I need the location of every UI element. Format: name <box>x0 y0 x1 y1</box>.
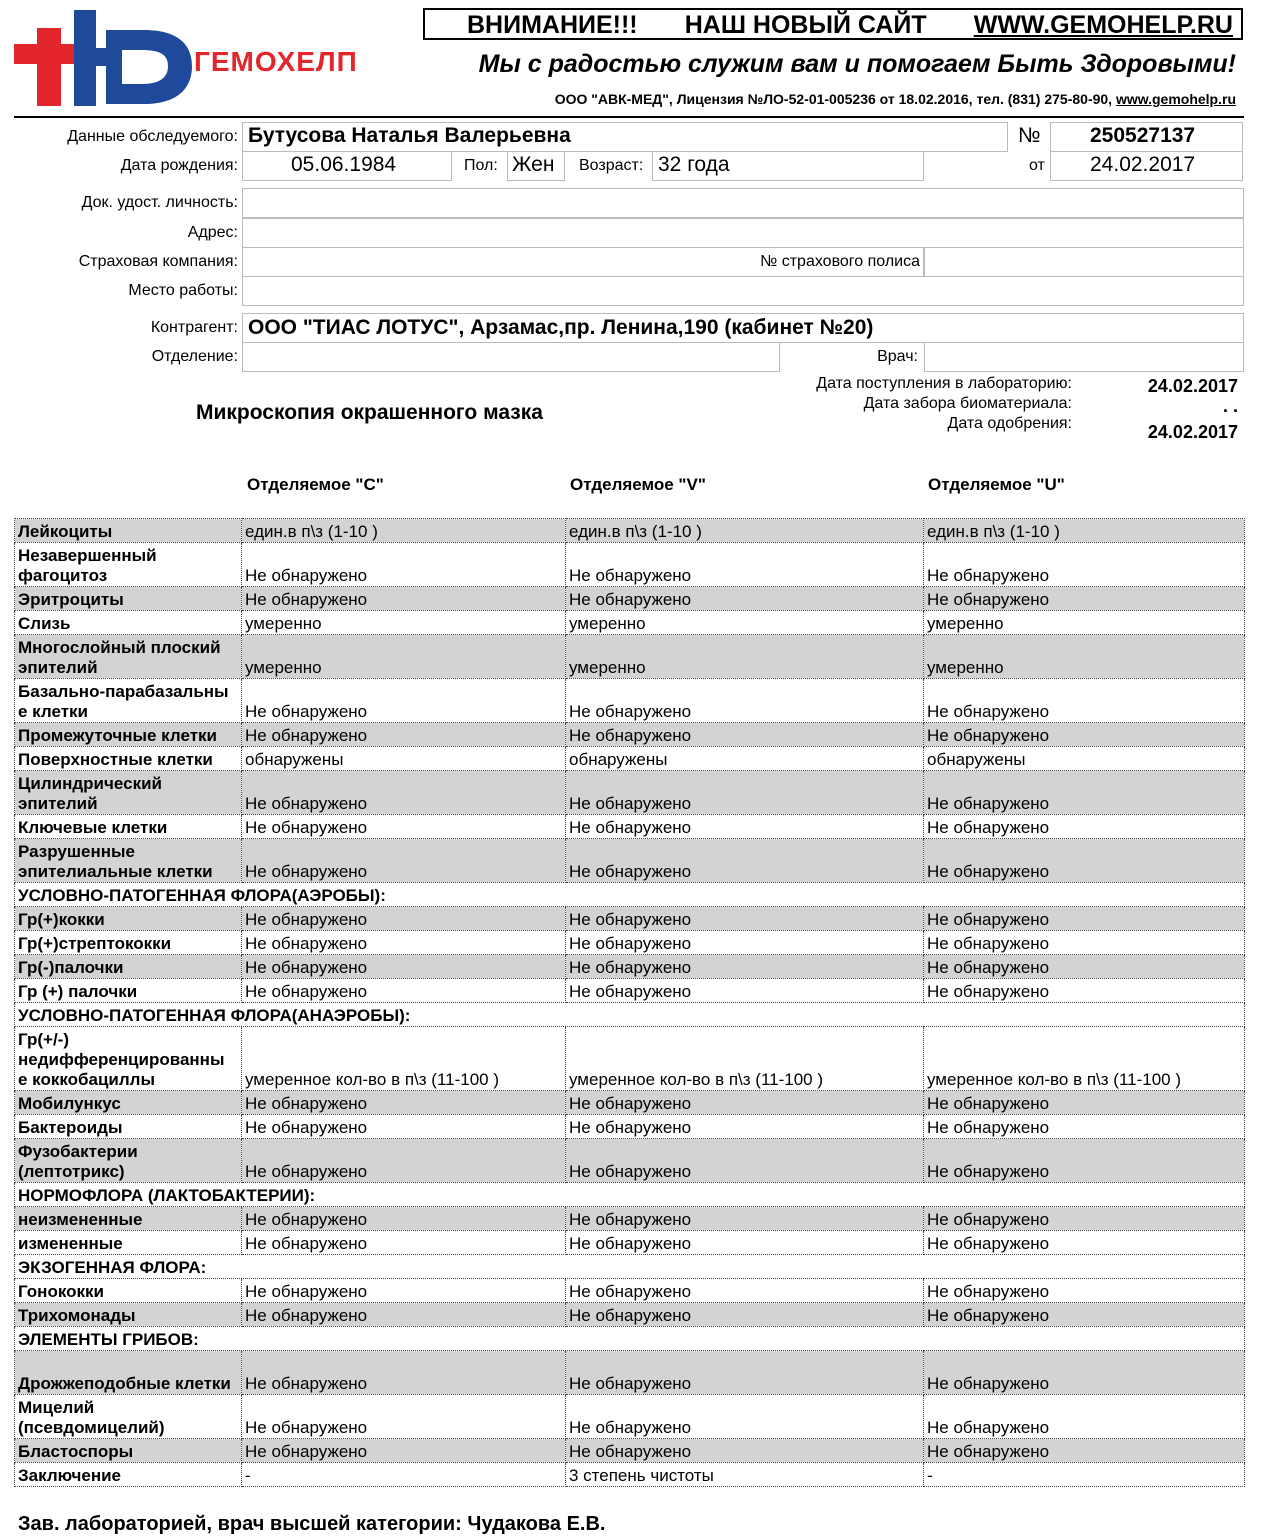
value-u-cell: Не обнаружено <box>924 543 1245 587</box>
received-date: 24.02.2017 <box>1147 376 1238 396</box>
license-line <box>555 91 1236 107</box>
table-row <box>15 543 1245 587</box>
row-name-cell: Бластоспоры <box>15 1439 242 1463</box>
row-name-cell: Гр(+/-) недифференцированны е коккобациллы <box>15 1027 242 1091</box>
value-c-cell: Не обнаружено <box>242 1207 566 1231</box>
table-row <box>15 1279 1245 1303</box>
value-c-cell: Не обнаружено <box>242 1351 566 1395</box>
value-c-cell: Не обнаружено <box>242 1279 566 1303</box>
table-row <box>15 1139 1245 1183</box>
value-v-cell: Не обнаружено <box>566 1115 924 1139</box>
row-name-cell: Фузобактерии (лептотрикс) <box>15 1139 242 1183</box>
row-name-cell: Слизь <box>15 611 242 635</box>
row-name-cell: Разрушенные эпителиальные клетки <box>15 839 242 883</box>
table-row <box>15 979 1245 1003</box>
value-c-cell: Не обнаружено <box>242 1139 566 1183</box>
table-row <box>15 815 1245 839</box>
table-row <box>15 1395 1245 1439</box>
row-name-cell: Гр(+)стрептококки <box>15 931 242 955</box>
table-row <box>15 679 1245 723</box>
table-row <box>15 1439 1245 1463</box>
row-name-cell: Промежуточные клетки <box>15 723 242 747</box>
value-u-cell: Не обнаружено <box>924 1139 1245 1183</box>
value-u-cell: Не обнаружено <box>924 815 1245 839</box>
value-c-cell: Не обнаружено <box>242 1395 566 1439</box>
value-c-cell: умеренно <box>242 635 566 679</box>
sex-value: Жен <box>512 153 555 176</box>
section-title: ЭКЗОГЕННАЯ ФЛОРА: <box>15 1255 1245 1279</box>
dob-label: Дата рождения: <box>120 157 238 174</box>
row-name-cell: Незавершенный фагоцитоз <box>15 543 242 587</box>
value-u-cell: обнаружены <box>924 747 1245 771</box>
signature-line: Зав. лабораторией, врач высшей категории: Чудакова Е.В. <box>18 1513 606 1535</box>
value-v-cell: Не обнаружено <box>566 955 924 979</box>
section-row <box>15 1183 1245 1207</box>
value-v-cell: Не обнаружено <box>566 1139 924 1183</box>
value-v-cell: умеренно <box>566 611 924 635</box>
value-v-cell: Не обнаружено <box>566 1207 924 1231</box>
row-name-cell: Бактероиды <box>15 1115 242 1139</box>
row-name-cell: Гр(-)палочки <box>15 955 242 979</box>
value-v-cell: Не обнаружено <box>566 771 924 815</box>
study-title: Микроскопия окрашенного мазка <box>196 401 543 424</box>
section-row <box>15 883 1245 907</box>
value-u-cell: Не обнаружено <box>924 1231 1245 1255</box>
value-c-cell: Не обнаружено <box>242 907 566 931</box>
table-row <box>15 1027 1245 1091</box>
row-name-cell: Эритроциты <box>15 587 242 611</box>
row-name-cell: Мицелий (псевдомицелий) <box>15 1395 242 1439</box>
value-u-cell: Не обнаружено <box>924 1115 1245 1139</box>
section-title: УСЛОВНО-ПАТОГЕННАЯ ФЛОРА(АЭРОБЫ): <box>15 883 1245 907</box>
table-row <box>15 519 1245 543</box>
value-c-cell: Не обнаружено <box>242 1091 566 1115</box>
row-name-cell: Многослойный плоский эпителий <box>15 635 242 679</box>
value-u-cell: умеренно <box>924 611 1245 635</box>
value-u-cell: Не обнаружено <box>924 1439 1245 1463</box>
doctor-label: Врач: <box>877 348 918 365</box>
header-divider <box>14 116 1244 118</box>
value-u-cell: Не обнаружено <box>924 1351 1245 1395</box>
section-row <box>15 1255 1245 1279</box>
row-name-cell: Базально-парабазальны е клетки <box>15 679 242 723</box>
table-row <box>15 1091 1245 1115</box>
value-v-cell: Не обнаружено <box>566 1279 924 1303</box>
value-c-cell: Не обнаружено <box>242 1231 566 1255</box>
table-row <box>15 771 1245 815</box>
value-c-cell: Не обнаружено <box>242 815 566 839</box>
table-row <box>15 1207 1245 1231</box>
value-u-cell: Не обнаружено <box>924 1091 1245 1115</box>
value-c-cell: Не обнаружено <box>242 679 566 723</box>
value-c-cell: Не обнаружено <box>242 1303 566 1327</box>
value-v-cell: Не обнаружено <box>566 679 924 723</box>
value-v-cell: Не обнаружено <box>566 839 924 883</box>
row-name-cell: Мобилункус <box>15 1091 242 1115</box>
received-label: Дата поступления в лабораторию: <box>816 375 1072 392</box>
table-row <box>15 1231 1245 1255</box>
table-row <box>15 1351 1245 1395</box>
doctor-box <box>924 342 1244 372</box>
row-name-cell: Гр (+) палочки <box>15 979 242 1003</box>
value-u-cell: - <box>924 1463 1245 1487</box>
table-row <box>15 931 1245 955</box>
doc-label: Док. удост. личность: <box>81 194 238 211</box>
value-v-cell: Не обнаружено <box>566 1231 924 1255</box>
value-c-cell: Не обнаружено <box>242 1439 566 1463</box>
table-row <box>15 587 1245 611</box>
contractor-label: Контрагент: <box>150 319 238 336</box>
value-c-cell: Не обнаружено <box>242 955 566 979</box>
work-box <box>242 276 1244 306</box>
value-v-cell: обнаружены <box>566 747 924 771</box>
license-site-link[interactable]: www.gemohelp.ru <box>1115 91 1236 107</box>
value-u-cell: Не обнаружено <box>924 723 1245 747</box>
section-row <box>15 1003 1245 1027</box>
license-text: ООО "АВК-МЕД", Лицензия №ЛО-52-01-005236 от 18.02.2016, тел. (831) 275-80-90, <box>554 91 1113 107</box>
row-name-cell: неизмененные <box>15 1207 242 1231</box>
value-c-cell: Не обнаружено <box>242 839 566 883</box>
value-c-cell: Не обнаружено <box>242 587 566 611</box>
value-c-cell: Не обнаружено <box>242 1115 566 1139</box>
logo-text: ГЕМОХЕЛП <box>194 46 358 77</box>
order-date: 24.02.2017 <box>1090 153 1196 176</box>
order-number: 250527137 <box>1090 124 1196 147</box>
value-v-cell: Не обнаружено <box>566 1439 924 1463</box>
banner-site-link[interactable]: WWW.GEMOHELP.RU <box>973 11 1233 39</box>
section-row <box>15 1327 1245 1351</box>
value-c-cell: - <box>242 1463 566 1487</box>
value-u-cell: умеренно <box>924 635 1245 679</box>
collected-date: . . <box>1222 396 1238 416</box>
column-header-u: Отделяемое "U" <box>928 475 1065 494</box>
value-c-cell: умеренно <box>242 611 566 635</box>
value-u-cell: Не обнаружено <box>924 679 1245 723</box>
value-u-cell: Не обнаружено <box>924 587 1245 611</box>
value-u-cell: Не обнаружено <box>924 907 1245 931</box>
gemohelp-logo <box>14 8 384 108</box>
dob-value: 05.06.1984 <box>291 153 397 176</box>
value-v-cell: Не обнаружено <box>566 723 924 747</box>
department-box <box>242 342 780 372</box>
value-u-cell: Не обнаружено <box>924 1279 1245 1303</box>
value-c-cell: Не обнаружено <box>242 543 566 587</box>
approved-label: Дата одобрения: <box>947 415 1072 432</box>
value-c-cell: умеренное кол-во в п\з (11-100 ) <box>242 1027 566 1091</box>
slogan: Мы с радостью служим вам и помогаем Быть Здоровыми! <box>478 50 1236 78</box>
age-value: 32 года <box>658 153 730 176</box>
value-u-cell: Не обнаружено <box>924 931 1245 955</box>
from-label: от <box>1029 157 1045 174</box>
row-name-cell: Ключевые клетки <box>15 815 242 839</box>
value-v-cell: Не обнаружено <box>566 1395 924 1439</box>
row-name-cell: Гр(+)кокки <box>15 907 242 931</box>
policy-label: № страхового полиса <box>760 253 920 270</box>
value-u-cell: един.в п\з (1-10 ) <box>924 519 1245 543</box>
banner-new-site: НАШ НОВЫЙ САЙТ <box>684 11 927 39</box>
value-v-cell: Не обнаружено <box>566 1091 924 1115</box>
value-u-cell: Не обнаружено <box>924 1303 1245 1327</box>
value-u-cell: Не обнаружено <box>924 955 1245 979</box>
value-v-cell: Не обнаружено <box>566 543 924 587</box>
table-row <box>15 839 1245 883</box>
doc-box <box>242 188 1244 218</box>
work-label: Место работы: <box>128 282 238 299</box>
row-name-cell: Поверхностные клетки <box>15 747 242 771</box>
department-label: Отделение: <box>151 348 238 365</box>
row-name-cell: Гонококки <box>15 1279 242 1303</box>
insurance-label: Страховая компания: <box>78 253 238 270</box>
results-body <box>15 519 1245 1487</box>
table-row <box>15 1303 1245 1327</box>
value-c-cell: Не обнаружено <box>242 771 566 815</box>
section-title: НОРМОФЛОРА (ЛАКТОБАКТЕРИИ): <box>15 1183 1245 1207</box>
contractor-value: ООО "ТИАС ЛОТУС", Арзамас,пр. Ленина,190 (кабинет №20) <box>248 316 874 339</box>
address-box <box>242 218 1244 248</box>
value-v-cell: един.в п\з (1-10 ) <box>566 519 924 543</box>
row-name-cell: измененные <box>15 1231 242 1255</box>
value-u-cell: Не обнаружено <box>924 771 1245 815</box>
value-c-cell: Не обнаружено <box>242 723 566 747</box>
policy-box <box>924 247 1244 277</box>
value-v-cell: Не обнаружено <box>566 815 924 839</box>
value-v-cell: умеренно <box>566 635 924 679</box>
value-u-cell: умеренное кол-во в п\з (11-100 ) <box>924 1027 1245 1091</box>
table-row <box>15 723 1245 747</box>
section-title: УСЛОВНО-ПАТОГЕННАЯ ФЛОРА(АНАЭРОБЫ): <box>15 1003 1245 1027</box>
table-row <box>15 747 1245 771</box>
table-row <box>15 907 1245 931</box>
value-u-cell: Не обнаружено <box>924 1207 1245 1231</box>
age-label: Возраст: <box>579 157 644 174</box>
value-u-cell: Не обнаружено <box>924 979 1245 1003</box>
value-c-cell: един.в п\з (1-10 ) <box>242 519 566 543</box>
table-row <box>15 635 1245 679</box>
approved-date: 24.02.2017 <box>1147 422 1238 442</box>
patient-name-label: Данные обследуемого: <box>67 128 238 145</box>
table-row <box>15 1115 1245 1139</box>
value-c-cell: обнаружены <box>242 747 566 771</box>
value-u-cell: Не обнаружено <box>924 1395 1245 1439</box>
row-name-cell: Трихомонады <box>15 1303 242 1327</box>
column-header-v: Отделяемое "V" <box>570 475 706 494</box>
value-v-cell: Не обнаружено <box>566 587 924 611</box>
results-table <box>14 518 1245 1487</box>
value-v-cell: Не обнаружено <box>566 979 924 1003</box>
new-site-banner <box>423 8 1243 40</box>
value-c-cell: Не обнаружено <box>242 979 566 1003</box>
number-label: № <box>1018 124 1041 147</box>
banner-attention: ВНИМАНИЕ!!! <box>467 11 638 39</box>
table-row <box>15 611 1245 635</box>
column-header-c: Отделяемое "C" <box>247 475 384 494</box>
value-u-cell: Не обнаружено <box>924 839 1245 883</box>
table-row <box>15 955 1245 979</box>
row-name-cell: Цилиндрический эпителий <box>15 771 242 815</box>
row-name-cell: Лейкоциты <box>15 519 242 543</box>
sex-label: Пол: <box>464 157 498 174</box>
table-row <box>15 1463 1245 1487</box>
value-v-cell: 3 степень чистоты <box>566 1463 924 1487</box>
value-v-cell: Не обнаружено <box>566 1303 924 1327</box>
row-name-cell: Дрожжеподобные клетки <box>15 1351 242 1395</box>
address-label: Адрес: <box>187 224 238 241</box>
collected-label: Дата забора биоматериала: <box>863 395 1072 412</box>
value-v-cell: умеренное кол-во в п\з (11-100 ) <box>566 1027 924 1091</box>
row-name-cell: Заключение <box>15 1463 242 1487</box>
value-v-cell: Не обнаружено <box>566 931 924 955</box>
value-v-cell: Не обнаружено <box>566 1351 924 1395</box>
patient-name: Бутусова Наталья Валерьевна <box>248 124 571 147</box>
value-c-cell: Не обнаружено <box>242 931 566 955</box>
section-title: ЭЛЕМЕНТЫ ГРИБОВ: <box>15 1327 1245 1351</box>
value-v-cell: Не обнаружено <box>566 907 924 931</box>
